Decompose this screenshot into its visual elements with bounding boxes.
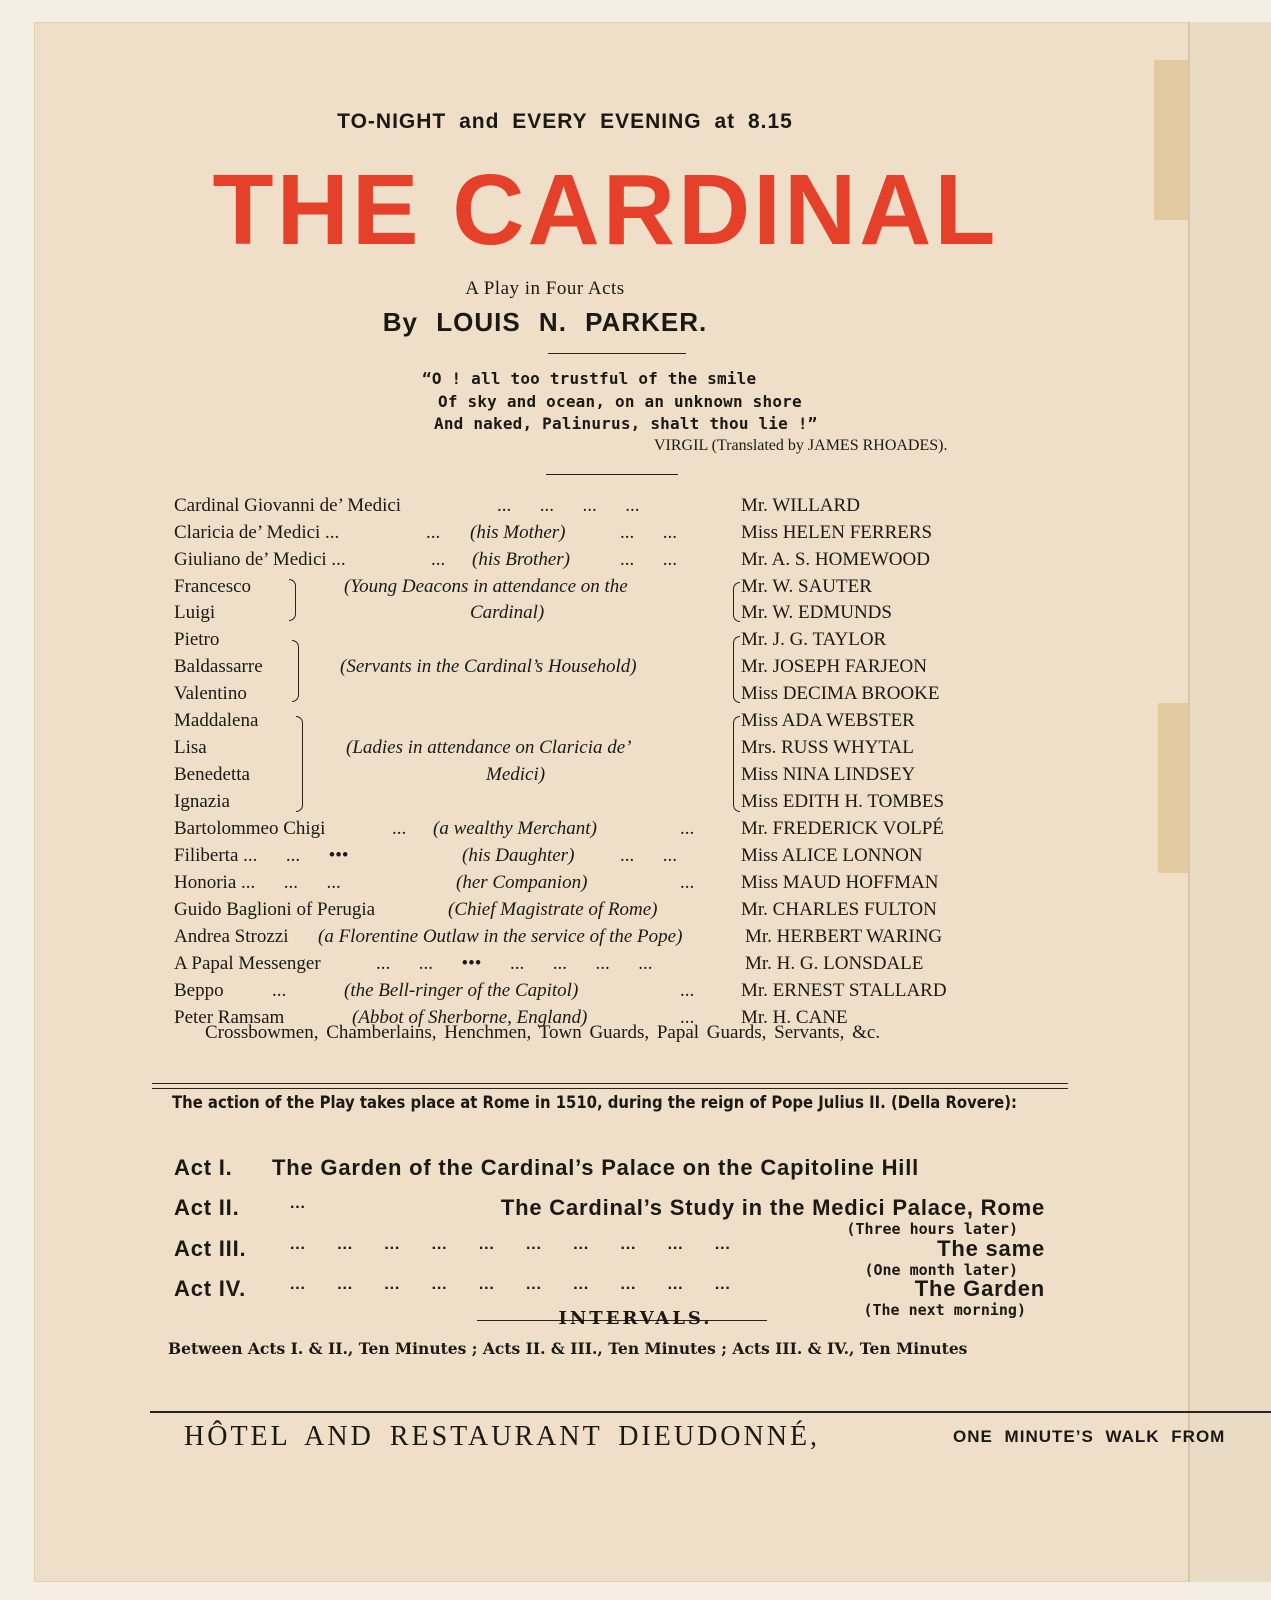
character-name: Peter Ramsam xyxy=(174,1007,285,1028)
play-title: THE CARDINAL xyxy=(212,154,999,266)
role-description: (Abbot of Sherborne, England) xyxy=(352,1007,588,1028)
leader-dots: ... ... xyxy=(620,522,677,543)
act-4-label: Act IV. xyxy=(174,1276,247,1301)
leader-dots: ... xyxy=(431,549,446,570)
actor-name: Miss EDITH H. TOMBES xyxy=(741,791,945,812)
group-role-line-2: Cardinal) xyxy=(470,602,545,623)
epigraph-line-2: Of sky and ocean, on an unknown shore xyxy=(438,392,802,411)
hotel-advert: HÔTEL AND RESTAURANT DIEUDONNÉ, xyxy=(184,1421,821,1452)
group-role-line-2: Medici) xyxy=(486,764,546,785)
character-name: Ignazia xyxy=(174,791,230,812)
role-description: (a Florentine Outlaw in the service of the Pope) xyxy=(318,926,683,947)
character-name: Cardinal Giovanni de’ Medici xyxy=(174,495,402,516)
cast-row xyxy=(0,818,1271,842)
leader-dots: ... xyxy=(680,1007,695,1028)
role-description: (her Companion) xyxy=(456,872,588,893)
actor-name: Mrs. RUSS WHYTAL xyxy=(741,737,914,758)
character-name: Lisa xyxy=(174,737,207,758)
character-name: Baldassarre xyxy=(174,656,263,677)
extras-line: Crossbowmen, Chamberlains, Henchmen, Town Guards, Papal Guards, Servants, &c. xyxy=(205,1022,881,1043)
leader-dots: ... xyxy=(392,818,407,839)
leader-dots: ... ... xyxy=(620,845,677,866)
hotel-tagline: ONE MINUTE’S WALK FROM xyxy=(953,1427,1226,1446)
performance-time: TO-NIGHT and EVERY EVENING at 8.15 xyxy=(337,110,793,133)
cast-row xyxy=(0,872,1271,896)
group-role: (Servants in the Cardinal’s Household) xyxy=(340,656,637,677)
brace-deacons-left xyxy=(289,579,296,621)
leader-dots: ... xyxy=(680,818,695,839)
leader-dots: ... xyxy=(426,522,441,543)
character-name: Luigi xyxy=(174,602,216,623)
actor-name: Miss ALICE LONNON xyxy=(741,845,923,866)
cast-row xyxy=(0,683,1271,707)
actor-name: Mr. ERNEST STALLARD xyxy=(741,980,947,1001)
brace-servants-right xyxy=(733,636,740,703)
cast-row xyxy=(0,602,1271,626)
role-description: (the Bell-ringer of the Capitol) xyxy=(344,980,579,1001)
character-name: Francesco xyxy=(174,576,252,597)
character-name: Bartolommeo Chigi xyxy=(174,818,326,839)
act-2-label: Act II. xyxy=(174,1195,240,1220)
cast-row xyxy=(0,953,1271,977)
act-1-label: Act I. xyxy=(174,1155,233,1180)
leader-dots: ... ... ... ... xyxy=(497,495,640,516)
character-name: Giuliano de’ Medici ... xyxy=(174,549,346,570)
cast-row xyxy=(0,522,1271,546)
brace-ladies-right xyxy=(733,716,740,812)
actor-name: Mr. W. SAUTER xyxy=(741,576,872,597)
cast-row xyxy=(0,737,1271,761)
actor-name: Mr. H. G. LONSDALE xyxy=(745,953,924,974)
actor-name: Miss MAUD HOFFMAN xyxy=(741,872,939,893)
act-2-note: (Three hours later) xyxy=(846,1220,1018,1238)
leader-dots: ... ... xyxy=(620,549,677,570)
leader-dots: ... xyxy=(680,980,695,1001)
intervals-details: Between Acts I. & II., Ten Minutes ; Acts II. & III., Ten Minutes ; Acts III. & IV., Ten Minutes xyxy=(168,1339,968,1358)
intervals-heading: INTERVALS. xyxy=(558,1308,713,1329)
character-name: A Papal Messenger xyxy=(174,953,321,974)
divider-epigraph xyxy=(546,474,678,475)
cast-row xyxy=(0,926,1271,950)
act-3-note: (One month later) xyxy=(864,1261,1018,1279)
actor-name: Mr. A. S. HOMEWOOD xyxy=(741,549,930,570)
leader-dots: ... ... ••• ... ... ... ... xyxy=(376,953,653,974)
act-3-label: Act III. xyxy=(174,1236,247,1261)
act-2-dots: ... xyxy=(290,1195,306,1212)
epigraph-line-3: And naked, Palinurus, shalt thou lie !” xyxy=(434,414,818,433)
play-subtitle: A Play in Four Acts xyxy=(465,278,625,299)
actor-name: Mr. W. EDMUNDS xyxy=(741,602,892,623)
cast-row xyxy=(0,764,1271,788)
actor-name: Mr. JOSEPH FARJEON xyxy=(741,656,927,677)
divider-top xyxy=(548,353,686,354)
setting-statement: The action of the Play takes place at Rome in 1510, during the reign of Pope Julius II. (Della Rovere): xyxy=(172,1093,1017,1112)
cast-row xyxy=(0,576,1271,600)
epigraph-line-1: “O ! all too trustful of the smile xyxy=(422,369,757,388)
character-name: Maddalena xyxy=(174,710,259,731)
cast-row xyxy=(0,899,1271,923)
role-description: (Chief Magistrate of Rome) xyxy=(448,899,658,920)
double-rule-top xyxy=(152,1083,1068,1084)
cast-row xyxy=(0,980,1271,1004)
role-description: (his Brother) xyxy=(472,549,570,570)
group-role-line-1: (Ladies in attendance on Claricia de’ xyxy=(346,737,632,758)
act-4-dots: ... ... ... ... ... ... ... ... ... ... xyxy=(290,1276,731,1293)
group-role-line-1: (Young Deacons in attendance on the xyxy=(344,576,628,597)
brace-ladies-left xyxy=(296,716,303,812)
role-description: (his Daughter) xyxy=(462,845,575,866)
actor-name: Mr. CHARLES FULTON xyxy=(741,899,937,920)
cast-row xyxy=(0,495,1271,519)
cast-row xyxy=(0,656,1271,680)
cast-row xyxy=(0,549,1271,573)
actor-name: Mr. WILLARD xyxy=(741,495,860,516)
character-name: Andrea Strozzi xyxy=(174,926,289,947)
cast-row xyxy=(0,845,1271,869)
character-name: Honoria ... ... ... xyxy=(174,872,341,893)
leader-dots: ... xyxy=(680,872,695,893)
character-name: Guido Baglioni of Perugia xyxy=(174,899,376,920)
character-name: Beppo xyxy=(174,980,224,1001)
double-rule-bottom xyxy=(152,1088,1068,1089)
character-name: Filiberta ... ... ••• xyxy=(174,845,349,866)
author-line: By LOUIS N. PARKER. xyxy=(382,307,708,337)
act-4-note: (The next morning) xyxy=(863,1301,1026,1319)
character-name: Valentino xyxy=(174,683,247,704)
brace-servants-left xyxy=(292,640,299,702)
epigraph-attribution: VIRGIL (Translated by JAMES RHOADES). xyxy=(654,437,948,454)
role-description: (his Mother) xyxy=(470,522,566,543)
actor-name: Mr. FREDERICK VOLPÉ xyxy=(741,818,944,839)
act-2-scene: The Cardinal’s Study in the Medici Palace, Rome xyxy=(500,1195,1045,1220)
act-4-scene: The Garden xyxy=(914,1276,1045,1301)
act-3-dots: ... ... ... ... ... ... ... ... ... ... xyxy=(290,1236,731,1253)
actor-name: Mr. HERBERT WARING xyxy=(745,926,943,947)
actor-name: Miss ADA WEBSTER xyxy=(741,710,915,731)
character-name: Pietro xyxy=(174,629,220,650)
character-name: Benedetta xyxy=(174,764,250,785)
actor-name: Miss DECIMA BROOKE xyxy=(741,683,940,704)
cast-row xyxy=(0,710,1271,734)
character-name: Claricia de’ Medici ... xyxy=(174,522,340,543)
actor-name: Mr. H. CANE xyxy=(741,1007,848,1028)
brace-deacons-right xyxy=(733,582,740,622)
actor-name: Mr. J. G. TAYLOR xyxy=(741,629,887,650)
footer-rule xyxy=(150,1411,1271,1413)
cast-row xyxy=(0,791,1271,815)
leader-dots: ... xyxy=(272,980,287,1001)
actor-name: Miss HELEN FERRERS xyxy=(741,522,933,543)
cast-row xyxy=(0,629,1271,653)
act-1-scene: The Garden of the Cardinal’s Palace on the Capitoline Hill xyxy=(272,1155,920,1180)
paper-tape-top xyxy=(1154,60,1188,220)
actor-name: Miss NINA LINDSEY xyxy=(741,764,916,785)
role-description: (a wealthy Merchant) xyxy=(433,818,597,839)
act-3-scene: The same xyxy=(937,1236,1045,1261)
